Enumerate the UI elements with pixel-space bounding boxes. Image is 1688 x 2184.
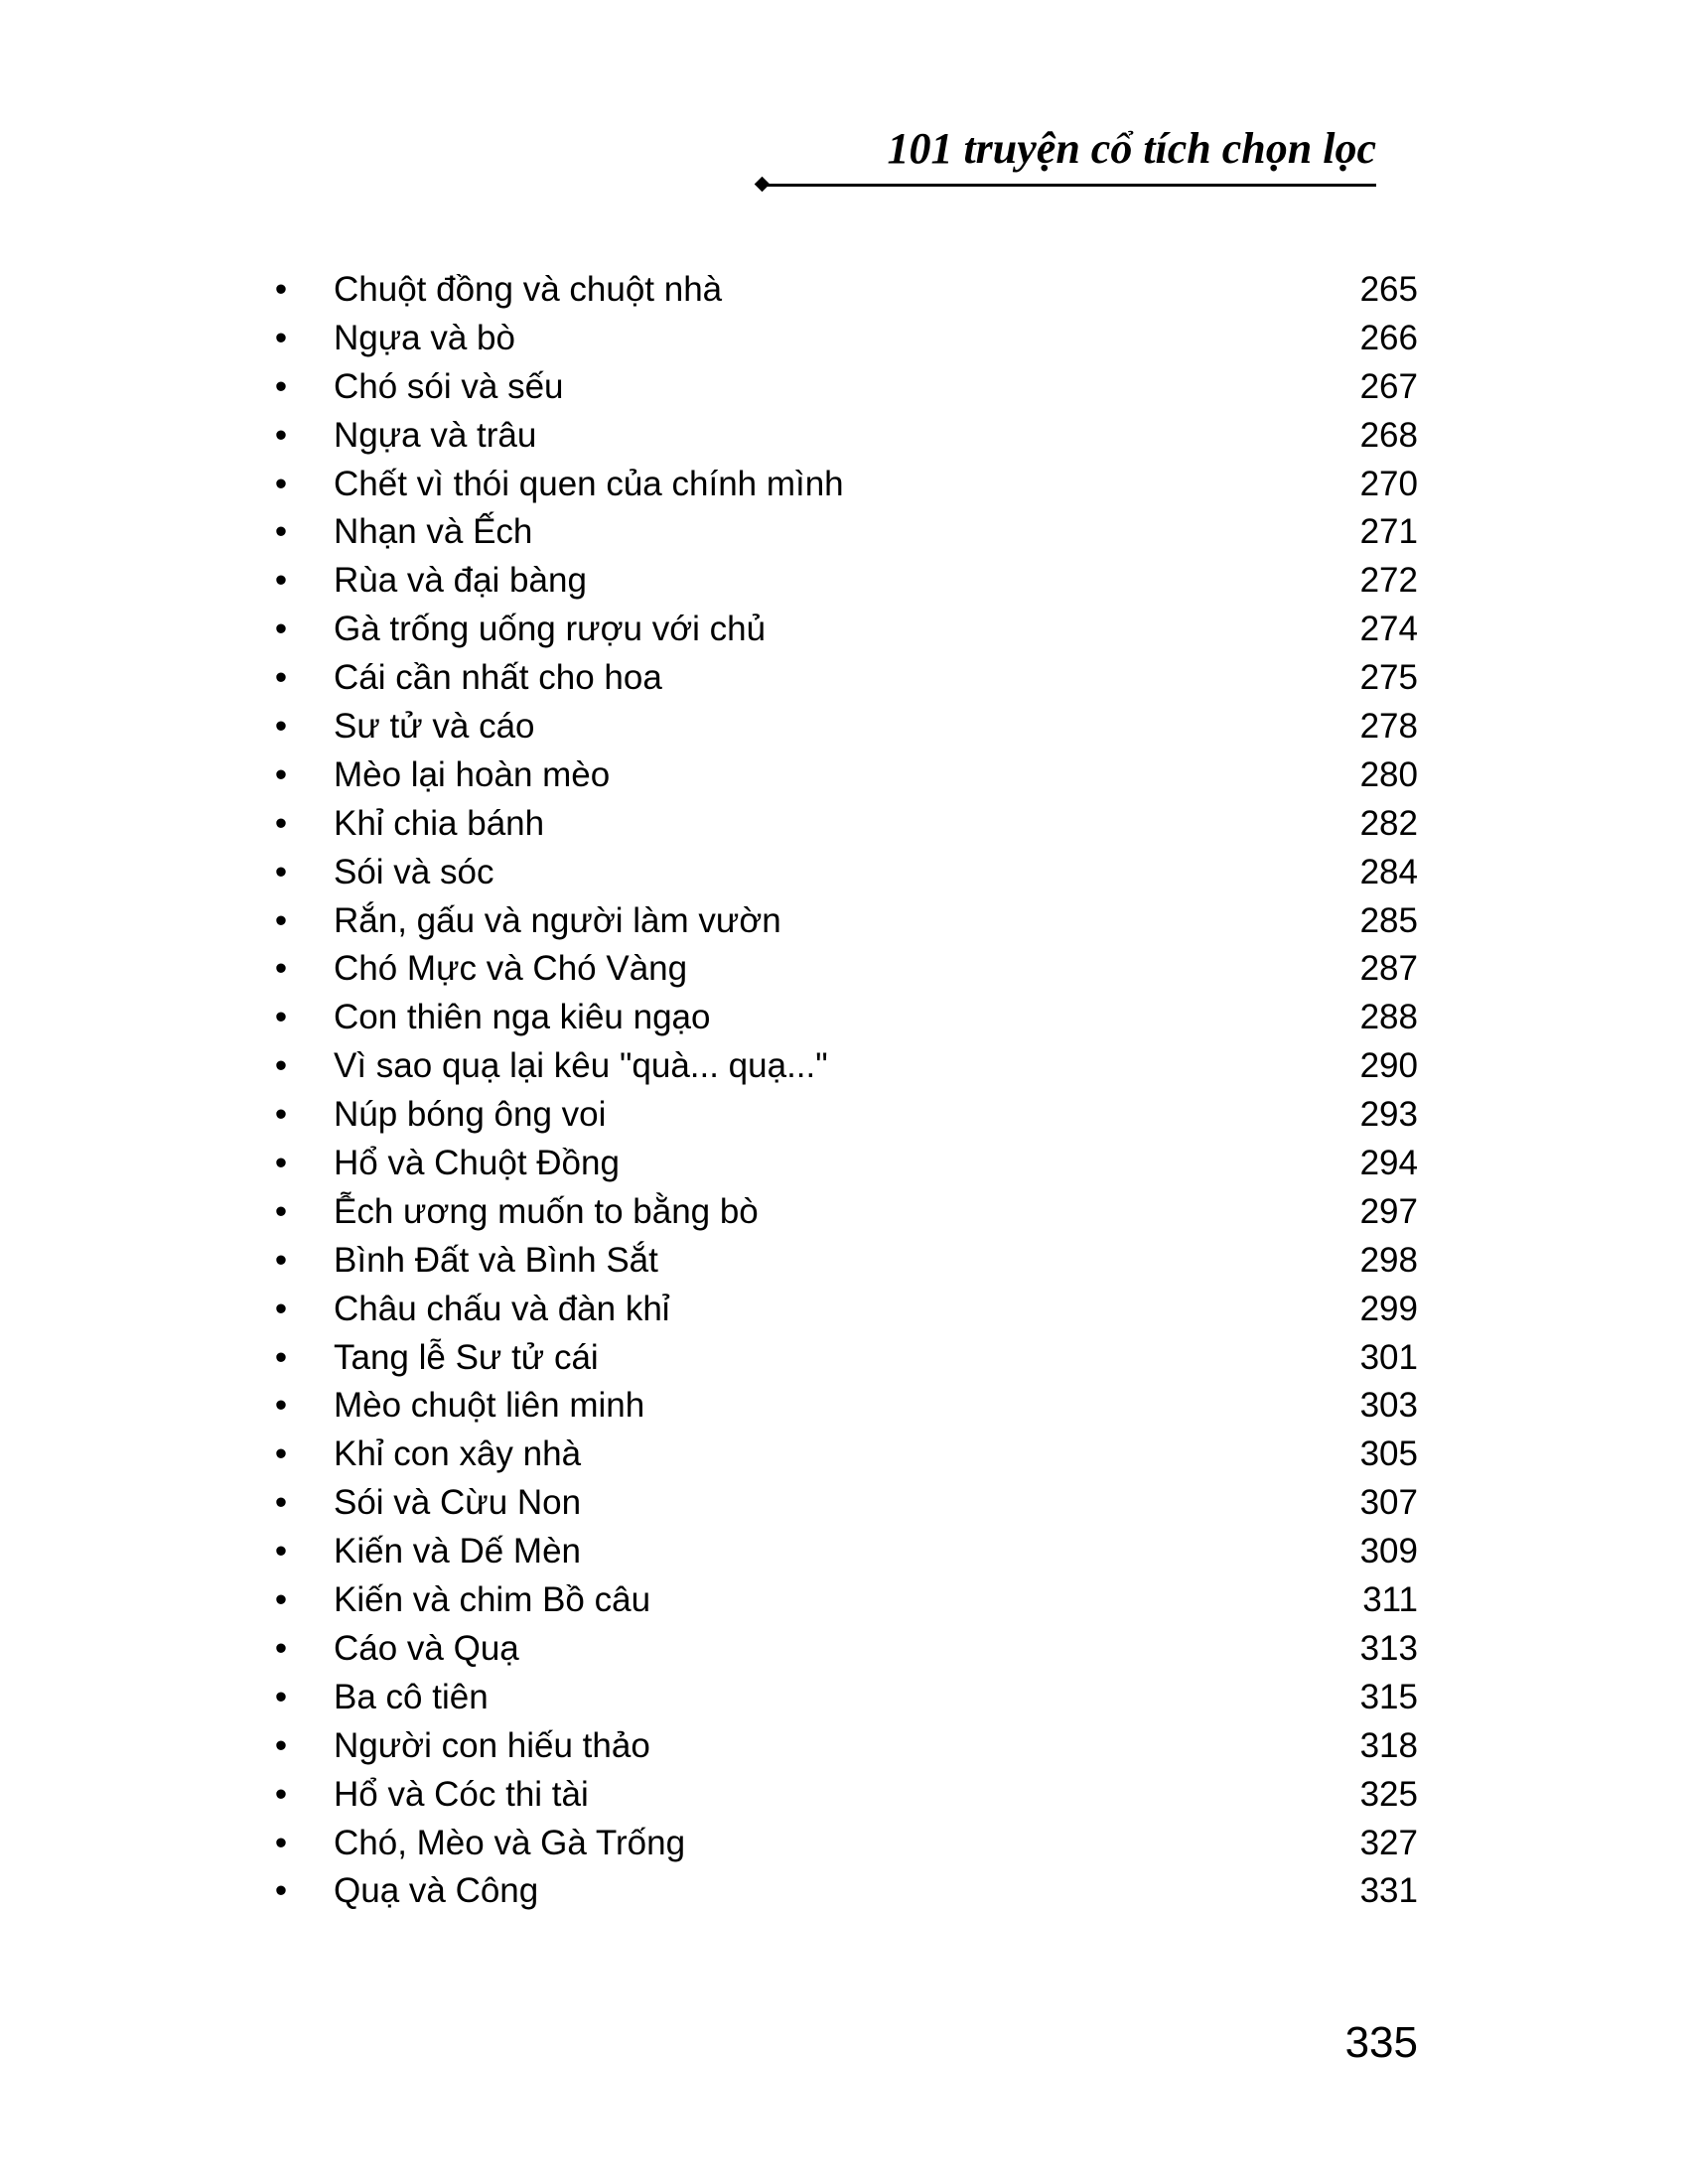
toc-entry	[266, 1625, 1418, 1674]
bullet-icon: •	[274, 318, 288, 357]
toc-entry-page: 282	[1359, 803, 1418, 843]
toc-entry-page: 284	[1359, 852, 1418, 891]
toc-entry-title: Mèo lại hoàn mèo	[334, 754, 611, 794]
bullet-icon: •	[274, 1386, 288, 1426]
toc-entry	[266, 654, 1418, 703]
bullet-icon: •	[274, 1337, 288, 1377]
toc-entry-page: 266	[1359, 318, 1418, 357]
bullet-icon: •	[274, 852, 288, 891]
toc-entry	[266, 1674, 1418, 1722]
toc-entry-title: Chó, Mèo và Gà Trống	[334, 1823, 686, 1862]
bullet-icon: •	[274, 512, 288, 552]
toc-entry-title: Núp bóng ông voi	[334, 1095, 607, 1135]
toc-entry	[266, 1140, 1418, 1188]
toc-entry-title: Kiến và Dế Mèn	[334, 1532, 582, 1571]
toc-entry-title: Chó Mực và Chó Vàng	[334, 949, 688, 989]
bullet-icon: •	[274, 1483, 288, 1523]
toc-entry	[266, 1091, 1418, 1140]
bullet-icon: •	[274, 1240, 288, 1280]
toc-entry	[266, 1479, 1418, 1528]
toc-entry	[266, 1286, 1418, 1334]
toc-entry-page: 297	[1359, 1191, 1418, 1231]
bullet-icon: •	[274, 1144, 288, 1183]
toc-entry-page: 293	[1359, 1095, 1418, 1135]
toc-entry-title: Chuột đồng và chuột nhà	[334, 270, 723, 309]
toc-entry-page: 325	[1359, 1774, 1418, 1814]
toc-entry-title: Vì sao quạ lại kêu "quà... quạ..."	[334, 1046, 828, 1086]
toc-entry-title: Người con hiếu thảo	[334, 1725, 650, 1765]
bullet-icon: •	[274, 1725, 288, 1765]
toc-entry-title: Khỉ con xây nhà	[334, 1434, 582, 1474]
toc-entry-page: 275	[1359, 658, 1418, 698]
toc-entry-title: Quạ và Công	[334, 1871, 539, 1911]
toc-entry	[266, 557, 1418, 606]
toc-entry	[266, 849, 1418, 897]
toc-entry-page: 280	[1359, 754, 1418, 794]
toc-entry-page: 271	[1359, 512, 1418, 552]
toc-entry-page: 307	[1359, 1483, 1418, 1523]
toc-entry-page: 287	[1359, 949, 1418, 989]
toc-entry-page: 288	[1359, 998, 1418, 1037]
toc-entry-title: Sói và Cừu Non	[334, 1483, 582, 1523]
toc-entry-title: Sói và sóc	[334, 852, 494, 891]
header-rule	[765, 184, 1376, 187]
toc-entry	[266, 1722, 1418, 1771]
bullet-icon: •	[274, 1628, 288, 1668]
toc-entry-title: Chết vì thói quen của chính mình	[334, 464, 844, 503]
toc-entry	[266, 412, 1418, 461]
toc-entry-page: 309	[1359, 1532, 1418, 1571]
toc-entry	[266, 461, 1418, 509]
toc-entry-page: 270	[1359, 464, 1418, 503]
toc-entry-page: 294	[1359, 1144, 1418, 1183]
toc-entry	[266, 703, 1418, 751]
toc-entry-page: 305	[1359, 1434, 1418, 1474]
toc-entry-title: Chó sói và sếu	[334, 366, 564, 406]
bullet-icon: •	[274, 1191, 288, 1231]
toc-entry	[266, 1431, 1418, 1479]
toc-entry	[266, 1771, 1418, 1820]
toc-entry-title: Cáo và Quạ	[334, 1628, 519, 1668]
toc-entry-title: Rắn, gấu và người làm vườn	[334, 900, 781, 940]
toc-entry-title: Sư tử và cáo	[334, 707, 535, 747]
toc-entry-title: Châu chấu và đàn khỉ	[334, 1289, 670, 1328]
toc-entry	[266, 1334, 1418, 1383]
toc-entry	[266, 1237, 1418, 1286]
toc-entry-title: Hổ và Chuột Đồng	[334, 1144, 620, 1183]
page-number: 335	[1344, 2018, 1418, 2067]
bullet-icon: •	[274, 415, 288, 455]
bullet-icon: •	[274, 610, 288, 649]
toc-entry	[266, 266, 1418, 315]
bullet-icon: •	[274, 366, 288, 406]
toc-entry	[266, 1576, 1418, 1625]
bullet-icon: •	[274, 1046, 288, 1086]
toc-entry-page: 331	[1359, 1871, 1418, 1911]
toc-entry	[266, 994, 1418, 1042]
toc-entry	[266, 1867, 1418, 1916]
bullet-icon: •	[274, 998, 288, 1037]
bullet-icon: •	[274, 270, 288, 309]
toc-entry-title: Rùa và đại bàng	[334, 561, 587, 601]
toc-entry	[266, 1528, 1418, 1576]
toc-entry-title: Ngựa và trâu	[334, 415, 537, 455]
toc-entry-page: 290	[1359, 1046, 1418, 1086]
toc-entry-page: 272	[1359, 561, 1418, 601]
bullet-icon: •	[274, 1289, 288, 1328]
bullet-icon: •	[274, 1434, 288, 1474]
toc-entry	[266, 1382, 1418, 1431]
toc-entry-page: 268	[1359, 415, 1418, 455]
bullet-icon: •	[274, 1677, 288, 1716]
bullet-icon: •	[274, 1774, 288, 1814]
toc-entry-page: 327	[1359, 1823, 1418, 1862]
toc-entry	[266, 363, 1418, 412]
toc-entry	[266, 315, 1418, 363]
toc-entry-page: 299	[1359, 1289, 1418, 1328]
bullet-icon: •	[274, 900, 288, 940]
bullet-icon: •	[274, 464, 288, 503]
bullet-icon: •	[274, 803, 288, 843]
toc-entry-title: Ngựa và bò	[334, 318, 515, 357]
toc-entry	[266, 508, 1418, 557]
toc-entry-page: 315	[1359, 1677, 1418, 1716]
bullet-icon: •	[274, 754, 288, 794]
toc-entry-page: 311	[1362, 1580, 1418, 1620]
bullet-icon: •	[274, 561, 288, 601]
toc-entry-title: Tang lễ Sư tử cái	[334, 1337, 599, 1377]
toc-entry-title: Kiến và chim Bồ câu	[334, 1580, 651, 1620]
toc-entry	[266, 606, 1418, 654]
toc-entry-title: Cái cần nhất cho hoa	[334, 658, 662, 698]
toc-entry-page: 285	[1359, 900, 1418, 940]
bullet-icon: •	[274, 949, 288, 989]
toc-entry-title: Khỉ chia bánh	[334, 803, 545, 843]
bullet-icon: •	[274, 1095, 288, 1135]
toc-entry	[266, 1820, 1418, 1868]
running-header	[755, 124, 1390, 197]
table-of-contents	[266, 266, 1418, 1916]
toc-entry	[266, 1042, 1418, 1091]
toc-entry-title: Mèo chuột liên minh	[334, 1386, 645, 1426]
toc-entry-title: Nhạn và Ếch	[334, 512, 533, 552]
bullet-icon: •	[274, 1532, 288, 1571]
toc-entry-title: Ba cô tiên	[334, 1677, 489, 1716]
toc-entry	[266, 945, 1418, 994]
toc-entry-title: Gà trống uống rượu với chủ	[334, 610, 767, 649]
toc-entry-page: 267	[1359, 366, 1418, 406]
bullet-icon: •	[274, 1823, 288, 1862]
toc-entry-title: Bình Đất và Bình Sắt	[334, 1240, 658, 1280]
toc-entry-page: 265	[1359, 270, 1418, 309]
toc-entry-page: 298	[1359, 1240, 1418, 1280]
toc-entry	[266, 800, 1418, 849]
toc-entry	[266, 1188, 1418, 1237]
bullet-icon: •	[274, 1871, 288, 1911]
toc-entry	[266, 897, 1418, 946]
toc-entry-page: 313	[1359, 1628, 1418, 1668]
toc-entry-page: 318	[1359, 1725, 1418, 1765]
bullet-icon: •	[274, 658, 288, 698]
toc-entry-page: 301	[1359, 1337, 1418, 1377]
toc-entry-title: Con thiên nga kiêu ngạo	[334, 998, 711, 1037]
toc-entry-page: 274	[1359, 610, 1418, 649]
book-title: 101 truyện cổ tích chọn lọc	[887, 124, 1376, 173]
bullet-icon: •	[274, 707, 288, 747]
toc-entry-title: Hổ và Cóc thi tài	[334, 1774, 589, 1814]
toc-entry-page: 278	[1359, 707, 1418, 747]
toc-entry	[266, 751, 1418, 800]
bullet-icon: •	[274, 1580, 288, 1620]
toc-entry-page: 303	[1359, 1386, 1418, 1426]
toc-entry-title: Ễch ương muốn to bằng bò	[334, 1191, 759, 1231]
